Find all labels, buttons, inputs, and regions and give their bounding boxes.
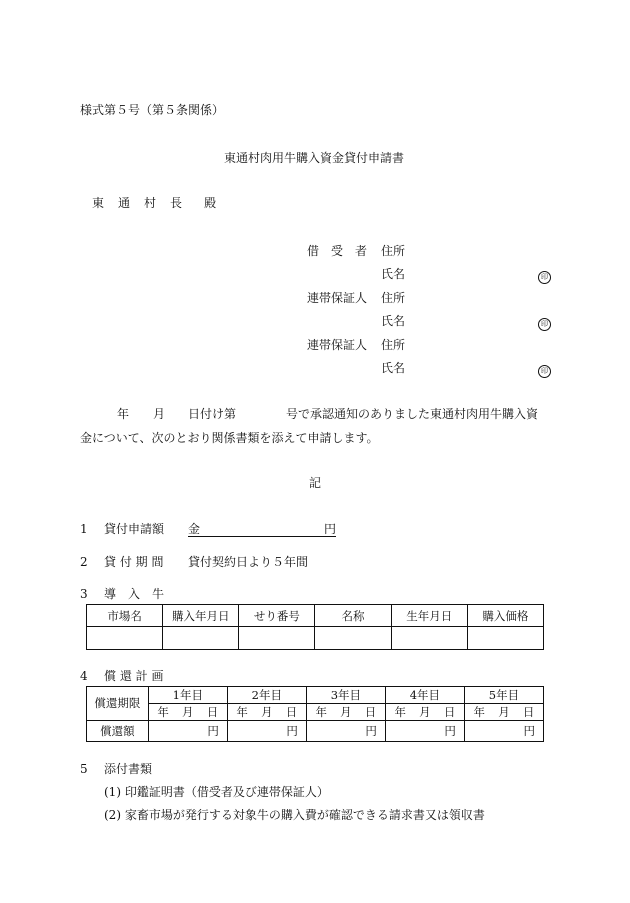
- address-label: 住所: [381, 338, 406, 352]
- table-cell[interactable]: [315, 627, 391, 650]
- addressee-char: 長: [170, 196, 183, 210]
- body-month: 月: [153, 407, 166, 421]
- amount-prefix: 金: [188, 522, 201, 536]
- ki-heading: 記: [309, 476, 322, 490]
- ymd-month: 月: [498, 704, 510, 719]
- column-header: 購入価格: [467, 605, 543, 627]
- section-label: 貸 付 期 間: [104, 555, 164, 569]
- ymd-month: 月: [419, 704, 431, 719]
- year-header: 5年目: [464, 687, 543, 704]
- loan-period-value: 貸付契約日より５年間: [188, 555, 309, 569]
- table-cell[interactable]: [87, 627, 163, 650]
- attachment-item: (2) 家畜市場が発行する対象牛の購入費が確認できる請求書又は領収書: [104, 808, 485, 822]
- table-cell[interactable]: [467, 627, 543, 650]
- address-label: 住所: [381, 244, 406, 258]
- section-number: 2: [80, 555, 88, 569]
- addressee-char: 村: [144, 196, 157, 210]
- addressee-char: 東: [92, 196, 105, 210]
- ymd-day: 日: [443, 704, 456, 719]
- body-dated: 日付け第: [188, 407, 237, 421]
- cattle-table: [86, 604, 544, 650]
- table-cell[interactable]: [163, 627, 239, 650]
- year-header: 4年目: [385, 687, 464, 704]
- period-label: 償還期限: [87, 687, 149, 721]
- date-cell[interactable]: [227, 704, 306, 721]
- section-number: 5: [80, 762, 88, 776]
- addressee: [92, 196, 216, 210]
- ymd-year: 年: [394, 704, 406, 719]
- applicant-role: 借 受 者: [307, 244, 368, 258]
- name-label: 氏名: [381, 314, 406, 328]
- column-header: 生年月日: [391, 605, 467, 627]
- table-cell[interactable]: [239, 627, 315, 650]
- applicant-role: 連帯保証人: [307, 338, 368, 352]
- body-line1: 号で承認通知のありました東通村肉用牛購入資: [286, 407, 539, 421]
- section-label: 貸付申請額: [104, 522, 165, 536]
- ymd-year: 年: [157, 704, 169, 719]
- addressee-honorific: 殿: [204, 196, 217, 210]
- date-cell[interactable]: [385, 704, 464, 721]
- seal-icon: 印: [538, 271, 551, 284]
- column-header: せり番号: [239, 605, 315, 627]
- section-label: 償 還 計 画: [104, 669, 164, 683]
- ymd-day: 日: [206, 704, 219, 719]
- year-header: 3年目: [306, 687, 385, 704]
- amount-suffix: 円: [324, 522, 337, 536]
- ymd-month: 月: [261, 704, 273, 719]
- address-label: 住所: [381, 291, 406, 305]
- section-number: 4: [80, 669, 88, 683]
- section-number: 3: [80, 587, 88, 601]
- ymd-day: 日: [285, 704, 298, 719]
- amount-cell[interactable]: 円: [464, 721, 543, 742]
- repayment-table: [86, 686, 544, 742]
- ymd-month: 月: [182, 704, 194, 719]
- table-cell[interactable]: [391, 627, 467, 650]
- section-label: 添付書類: [104, 762, 153, 776]
- date-cell[interactable]: [148, 704, 227, 721]
- addressee-char: 通: [118, 196, 131, 210]
- year-header: 2年目: [227, 687, 306, 704]
- attachment-item: (1) 印鑑証明書（借受者及び連帯保証人）: [104, 785, 329, 799]
- seal-icon: 印: [538, 365, 551, 378]
- column-header: 市場名: [87, 605, 163, 627]
- body-line2: 金について、次のとおり関係書類を添えて申請します。: [80, 431, 379, 445]
- amount-label: 償還額: [87, 721, 149, 742]
- ymd-year: 年: [236, 704, 248, 719]
- seal-mark: [538, 362, 551, 378]
- date-cell[interactable]: [464, 704, 543, 721]
- amount-cell[interactable]: 円: [148, 721, 227, 742]
- amount-field[interactable]: [188, 522, 336, 537]
- ymd-day: 日: [364, 704, 377, 719]
- amount-cell[interactable]: 円: [385, 721, 464, 742]
- ymd-year: 年: [473, 704, 486, 719]
- date-cell[interactable]: [306, 704, 385, 721]
- seal-mark: [538, 268, 551, 284]
- ymd-month: 月: [340, 704, 352, 719]
- column-header: 購入年月日: [163, 605, 239, 627]
- amount-cell[interactable]: 円: [227, 721, 306, 742]
- applicant-role: 連帯保証人: [307, 291, 368, 305]
- ymd-year: 年: [315, 704, 327, 719]
- section-number: 1: [80, 522, 88, 536]
- section-label: 導 入 牛: [104, 587, 165, 601]
- name-label: 氏名: [381, 267, 406, 281]
- ymd-day: 日: [522, 704, 535, 719]
- body-year: 年: [117, 407, 130, 421]
- year-header: 1年目: [148, 687, 227, 704]
- seal-mark: [538, 315, 551, 331]
- name-label: 氏名: [381, 361, 406, 375]
- table-row: [87, 627, 544, 650]
- amount-cell[interactable]: 円: [306, 721, 385, 742]
- column-header: 名称: [315, 605, 391, 627]
- seal-icon: 印: [538, 318, 551, 331]
- form-number: 様式第５号（第５条関係）: [80, 103, 225, 117]
- page-title: 東通村肉用牛購入資金貸付申請書: [224, 151, 405, 165]
